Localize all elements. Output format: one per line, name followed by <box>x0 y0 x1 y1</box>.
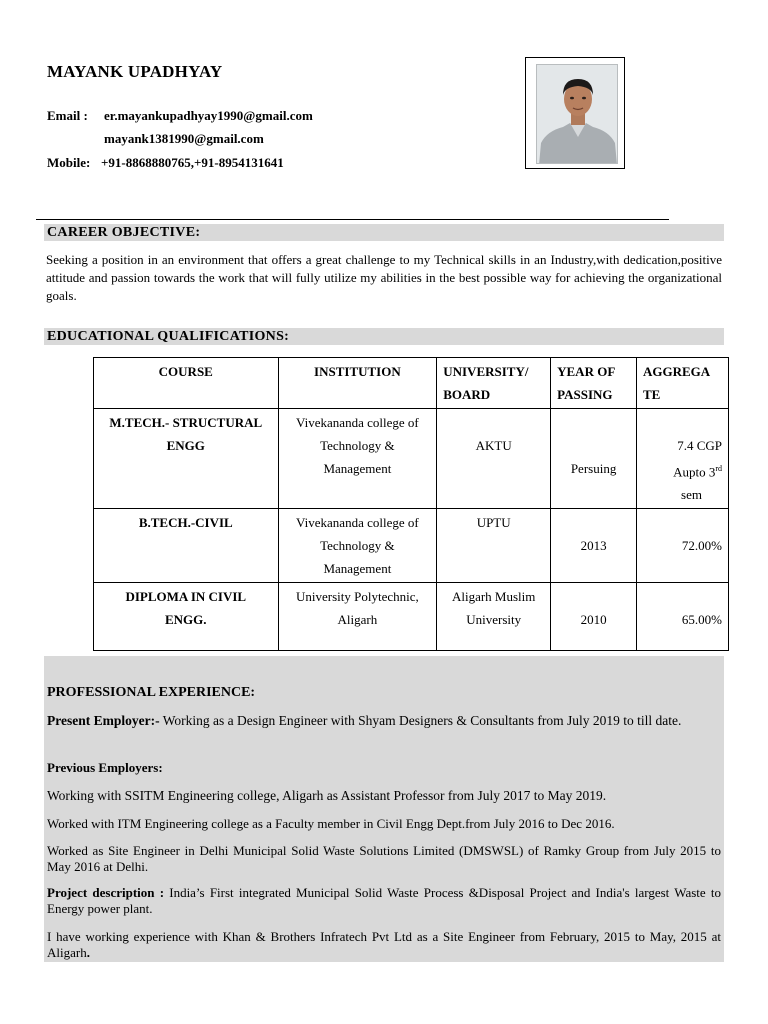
year-cell: 2013 <box>551 509 637 583</box>
university-cell <box>437 583 551 651</box>
aggregate-line1: 7.4 CGP <box>677 438 722 453</box>
course-cell <box>94 409 279 509</box>
project-description-label: Project description : <box>47 885 165 900</box>
profile-photo <box>536 64 618 164</box>
experience-title: PROFESSIONAL EXPERIENCE: <box>47 685 256 700</box>
university-line2: University <box>466 612 522 628</box>
institution-line2: Technology & <box>320 438 395 453</box>
email-primary[interactable]: er.mayankupadhyay1990@gmail.com <box>104 108 313 123</box>
header-university-line1: UNIVERSITY/ <box>443 364 529 379</box>
university-cell: UPTU <box>437 509 551 583</box>
mobile-number: +91-8868880765,+91-8954131641 <box>101 155 284 170</box>
aggregate-cell <box>637 409 729 509</box>
career-objective-header <box>44 224 724 241</box>
course-line1: DIPLOMA IN CIVIL <box>125 589 247 605</box>
mobile-label: Mobile: <box>47 155 91 170</box>
education-title: EDUCATIONAL QUALIFICATIONS: <box>47 329 290 344</box>
institution-line1: Vivekananda college of <box>296 415 419 430</box>
header-course: COURSE <box>94 358 279 409</box>
course-line2: ENGG. <box>165 612 207 628</box>
university-line1: Aligarh Muslim <box>451 589 536 605</box>
institution-cell <box>278 409 437 509</box>
header-university <box>437 358 551 409</box>
aggregate-line3: sem <box>681 487 702 503</box>
person-portrait-icon <box>537 65 618 164</box>
course-cell: B.TECH.-CIVIL <box>94 509 279 583</box>
institution-cell <box>278 583 437 651</box>
previous-job-4 <box>47 929 721 961</box>
institution-line1: Vivekananda college of <box>296 515 419 531</box>
course-line1: M.TECH.- STRUCTURAL <box>109 415 263 430</box>
institution-line1: University Polytechnic, <box>296 589 419 605</box>
aggregate-line2 <box>643 457 722 483</box>
previous-job-4-text: I have working experience with Khan & Brothers Infratech Pvt Ltd as a Site Engineer from February, 2015 to May, 2015 at Aligarh <box>47 929 721 960</box>
year-cell: Persuing <box>551 409 637 509</box>
education-header <box>44 328 724 345</box>
present-employer <box>47 713 721 729</box>
header-aggregate-line1: AGGREGA <box>643 364 711 379</box>
previous-job-4-end: . <box>86 945 90 960</box>
header-year-line1: YEAR OF <box>557 364 616 379</box>
header-divider <box>36 219 669 220</box>
institution-line3: Management <box>323 561 392 577</box>
aggregate-line2-text: Aupto 3 <box>673 464 716 480</box>
header-university-line2: BOARD <box>443 387 491 402</box>
institution-line3: Management <box>323 461 392 476</box>
table-row <box>94 509 729 583</box>
institution-cell <box>278 509 437 583</box>
present-employer-label: Present Employer:- <box>47 713 160 728</box>
email-secondary[interactable]: mayank1381990@gmail.com <box>104 131 264 146</box>
institution-line2: Aligarh <box>337 612 378 628</box>
header-year-line2: PASSING <box>557 387 613 402</box>
present-employer-text: Working as a Design Engineer with Shyam Designers & Consultants from July 2019 to till date. <box>159 713 682 728</box>
header-year <box>551 358 637 409</box>
course-cell <box>94 583 279 651</box>
career-objective-text: Seeking a position in an environment that offers a great challenge to my Technical skills in an Industry,with dedication,positive attitude and passion towards the work that will fully utilize my abilities in the best possible way for achieving the organizational goals. <box>46 252 722 303</box>
candidate-name: MAYANK UPADHYAY <box>47 62 223 81</box>
education-table <box>93 357 729 651</box>
table-row <box>94 409 729 509</box>
year-cell: 2010 <box>551 583 637 651</box>
aggregate-sup: rd <box>715 464 722 473</box>
institution-line2: Technology & <box>320 538 395 554</box>
project-description-text: India’s First integrated Municipal Solid Waste Process &Disposal Project and India's largest Waste to Energy power plant. <box>47 885 721 916</box>
project-description <box>47 885 721 917</box>
aggregate-cell: 65.00% <box>637 583 729 651</box>
header-aggregate-line2: TE <box>643 387 661 402</box>
experience-section <box>44 656 724 962</box>
previous-job-3: Worked as Site Engineer in Delhi Municipal Solid Waste Solutions Limited (DMSWSL) of Ramky Group from July 2015 to May 2016 at Delhi. <box>47 843 721 874</box>
career-objective-title: CAREER OBJECTIVE: <box>47 225 201 240</box>
aggregate-cell: 72.00% <box>637 509 729 583</box>
header-aggregate <box>637 358 729 409</box>
course-line2: ENGG <box>166 438 205 453</box>
email-label: Email : <box>47 108 88 123</box>
profile-photo-frame <box>525 57 625 169</box>
previous-job-1: Working with SSITM Engineering college, Aligarh as Assistant Professor from July 2017 to May 2019. <box>47 788 607 803</box>
previous-job-2: Worked with ITM Engineering college as a Faculty member in Civil Engg Dept.from July 2016 to Dec 2016. <box>47 816 615 831</box>
university-cell: AKTU <box>437 409 551 509</box>
table-row <box>94 583 729 651</box>
header-institution: INSTITUTION <box>278 358 437 409</box>
previous-employers-label: Previous Employers: <box>47 760 163 775</box>
table-header-row <box>94 358 729 409</box>
